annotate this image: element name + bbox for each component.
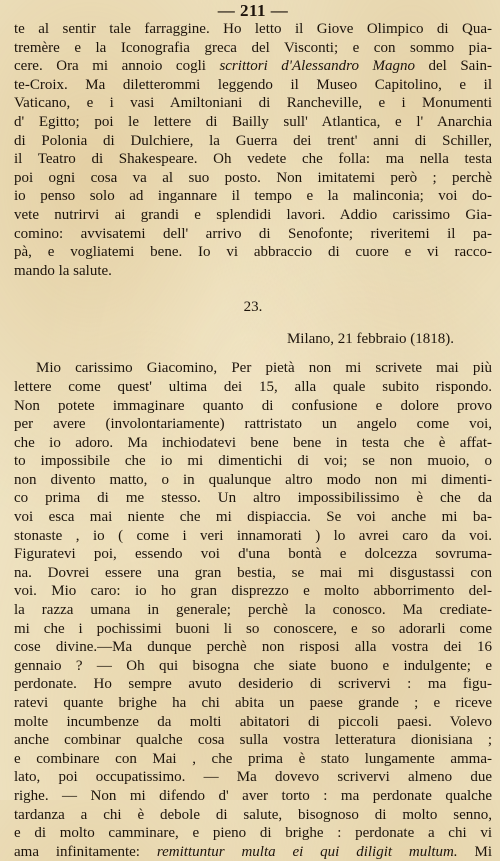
text-line: tremère e la Iconografia greca del Visconti; e con sommo pia- [14,39,492,56]
text-line: la razza umana in generale; perchè la conosco. Ma crediate- [14,602,492,619]
text-line: io penso solo ad ingannare il tempo e la malinconia; voi do- [14,188,492,205]
text-line: voi. Mio caro: io ho gran disprezzo e molto abborrimento del- [14,583,492,600]
text-line: Vaticano, e i vasi Amiltoniani di Rancheville, e i Monumenti [14,95,492,112]
text-line: e combinare con Mai , che prima è stato lungamente amma- [14,750,492,767]
text-line: molte incumbenze da molti abitatori di piccoli paesi. Volevo [14,713,492,730]
text-line: na. Dovrei essere una gran bestia, se mai mi disgustassi con [14,564,492,581]
text-line: non divento matto, o in qualunque altro modo non mi dimenti- [14,471,492,488]
text-line: che io adoro. Ma inchiodatevi bene bene in testa che è affat- [14,434,492,451]
text-line: te al sentir tale farraggine. Ho letto il Giove Olimpico di Qua- [14,21,492,37]
text-line: vete nutrirvi ai grandi e splendidi lavori. Addio carissimo Gia- [14,206,492,223]
text-line: Non potete immaginare quanto di confusione e dolore provo [14,397,492,414]
text-line: e di molto camminare, e pieno di brighe : perdonate a chi vi [14,825,492,842]
text-line: lato, poi occupatissimo. — Ma dovevo scrivervi almeno due [14,769,492,786]
text-line: gennaio ? — Oh qui bisogna che siate buono e indulgente; e [14,657,492,674]
page-number: — 211 — [217,1,289,20]
text-line: poi ogni cosa va al suo posto. Non imitatemi però ; perchè [14,169,492,186]
text-line: stonaste , io ( come i veri innamorati ) lo avrei caro da voi. [14,527,492,544]
letter-body [14,359,492,861]
letter-date: Milano, 21 febbraio (1818). [286,331,454,348]
text-line: righe. — Non mi difendo d' aver torto : ma perdonate qualche [14,787,492,804]
text-line: ratevi quante brighe ha chi abita un paese grande ; e riceve [14,695,492,711]
text-line: di Polonia di Dulchiere, la Guerra dei trent' anni di Schiller, [14,132,492,149]
italic-quote: remittuntur multa ei qui diligit multum. [156,843,458,860]
text-line: mi che i pochissimi buoni li so conoscere, e so adorarli come [14,620,492,637]
continuation-paragraph [14,20,492,280]
text-line: cose divine.—Ma dunque perchè non risposi alla vostra dei 16 [14,639,492,656]
text-line: mando la salute. [14,262,112,279]
italic-title: scrittori d'Alessandro Magno [219,58,415,75]
letter-number: 23. [243,299,263,316]
text-line: to impossibile che io mi dimentichi di voi; se non muoio, o [14,453,492,470]
text-fragment: cere. Ora mi annoio cogli [14,58,220,75]
text-line: comino: avvisatemi dell' arrivo di Senofonte; riveritemi il pa- [14,225,492,242]
text-line: te-Croix. Ma diletterommi leggendo il Museo Capitolino, e il [14,76,492,93]
text-line: tardanza a chi è debole di salute, bisognoso di molto senno, [14,806,492,823]
text-fragment: ama infinitamente: [14,843,157,860]
text-line: lettere come quest' ultima dei 15, alla quale subito rispondo. [14,378,492,395]
text-line: Figuratevi poi, essendo voi d'una bontà e dolcezza sovruma- [14,546,492,563]
text-line: co prima di me stesso. Un altro impossibilissimo è che da [14,490,492,507]
text-line: il Teatro di Shakespeare. Oh vedete che folla: ma nella testa [14,151,492,168]
text-line: voi esca mai niente che mi dispiaccia. Se voi anche mi ba- [14,509,492,526]
text-line [14,57,492,76]
text-line [14,843,492,861]
text-line: pà, e vogliatemi bene. Io vi abbraccio di cuore e vi racco- [14,244,492,261]
text-fragment: Mi [457,843,492,860]
text-fragment: del Sain- [414,58,492,75]
text-line: anche combinar qualche cosa sulla vostra letteratura dionisiana ; [14,732,492,749]
text-line: d' Egitto; poi le lettere di Bailly sull' Atlantica, e l' Anarchia [14,113,492,130]
text-line: per avere (involontariamente) rattristato un angelo come voi, [14,416,492,433]
text-line: perdonate. Ho sempre avuto desiderio di scrivervi : ma figu- [14,676,492,693]
text-line: Mio carissimo Giacomino, Per pietà non mi scrivete mai più [36,360,492,377]
